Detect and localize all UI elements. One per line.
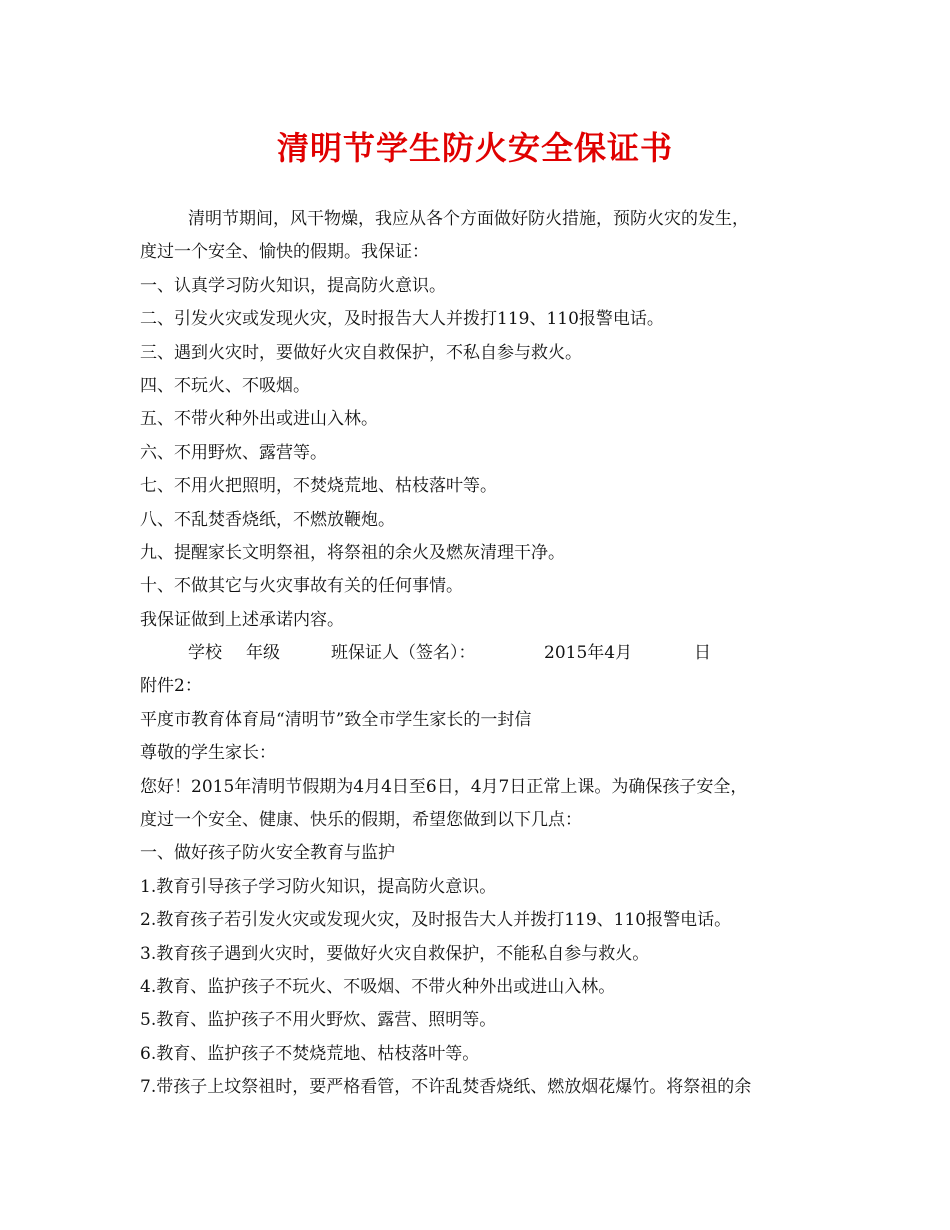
signature-school-label: 学校 — [188, 643, 222, 664]
letter-greeting: 尊敬的学生家长： — [140, 743, 276, 764]
pledge-item: 九、提醒家长文明祭祖，将祭祖的余火及燃灰清理干净。 — [140, 542, 565, 563]
signature-date-label: 2015年4月 — [544, 643, 633, 664]
signature-day-label: 日 — [694, 643, 711, 664]
attachment-label: 附件2： — [140, 676, 202, 697]
pledge-paragraph-line: 度过一个安全、愉快的假期。我保证： — [140, 242, 429, 263]
letter-intro-line: 您好！2015年清明节假期为4月4日至6日，4月7日正常上课。为确保孩子安全， — [140, 776, 748, 797]
section-heading: 一、做好孩子防火安全教育与监护 — [140, 843, 395, 864]
letter-item: 3.教育孩子遇到火灾时，要做好火灾自救保护，不能私自参与救火。 — [140, 943, 650, 964]
letter-item: 6.教育、监护孩子不焚烧荒地、枯枝落叶等。 — [140, 1043, 480, 1064]
pledge-item: 二、引发火灾或发现火灾，及时报告大人并拨打119、110报警电话。 — [140, 309, 664, 330]
pledge-item: 八、不乱焚香烧纸，不燃放鞭炮。 — [140, 509, 395, 530]
letter-item: 5.教育、监护孩子不用火野炊、露营、照明等。 — [140, 1010, 497, 1031]
pledge-item: 四、不玩火、不吸烟。 — [140, 375, 310, 396]
document-body — [140, 203, 840, 1105]
letter-item: 2.教育孩子若引发火灾或发现火灾，及时报告大人并拨打119、110报警电话。 — [140, 910, 732, 931]
pledge-closing: 我保证做到上述承诺内容。 — [140, 609, 344, 630]
pledge-item: 六、不用野炊、露营等。 — [140, 442, 327, 463]
letter-item: 7.带孩子上坟祭祖时，要严格看管，不许乱焚香烧纸、燃放烟花爆竹。将祭祖的余 — [140, 1077, 752, 1098]
letter-item: 4.教育、监护孩子不玩火、不吸烟、不带火种外出或进山入林。 — [140, 976, 616, 997]
document-title: 清明节学生防火安全保证书 — [276, 129, 673, 167]
signature-grade-label: 年级 — [246, 643, 280, 664]
pledge-paragraph-line: 清明节期间，风干物燥，我应从各个方面做好防火措施，预防火灾的发生， — [188, 209, 749, 229]
letter-item: 1.教育引导孩子学习防火知识，提高防火意识。 — [140, 876, 497, 897]
pledge-item: 七、不用火把照明，不焚烧荒地、枯枝落叶等。 — [140, 476, 497, 497]
signature-guarantor-label: 班保证人（签名）： — [331, 643, 476, 664]
pledge-item: 十、不做其它与火灾事故有关的任何事情。 — [140, 576, 463, 597]
signature-line — [140, 637, 840, 670]
letter-intro-line: 度过一个安全、健康、快乐的假期，希望您做到以下几点： — [140, 810, 582, 831]
pledge-item: 三、遇到火灾时，要做好火灾自救保护，不私自参与救火。 — [140, 342, 582, 363]
pledge-item: 五、不带火种外出或进山入林。 — [140, 409, 378, 430]
pledge-item: 一、认真学习防火知识，提高防火意识。 — [140, 275, 446, 296]
letter-title: 平度市教育体育局“清明节”致全市学生家长的一封信 — [140, 709, 532, 730]
